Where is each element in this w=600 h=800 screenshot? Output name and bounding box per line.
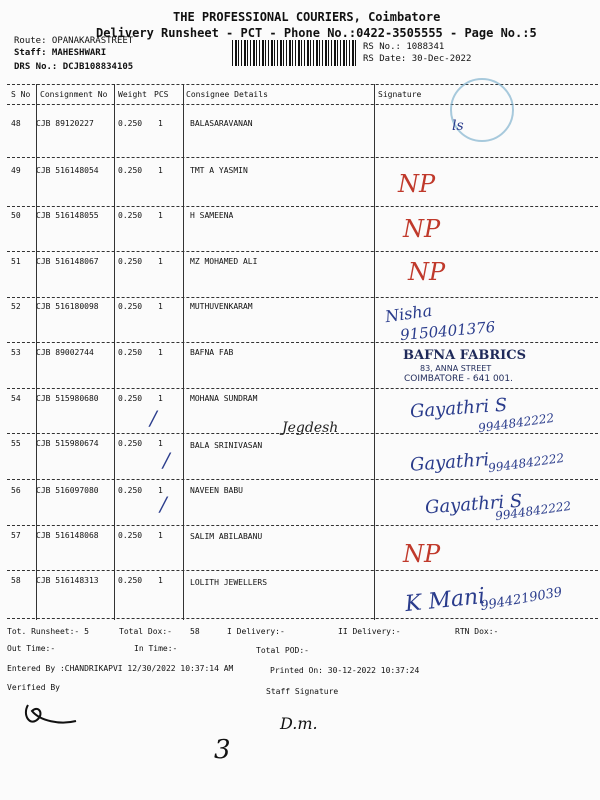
- row-sno: 49: [11, 166, 21, 175]
- row-consignee: MOHANA SUNDRAM: [190, 394, 258, 403]
- col-sno: S No: [11, 90, 31, 99]
- row-pcs: 1: [158, 166, 163, 175]
- row-rule: [7, 618, 598, 619]
- out-time: Out Time:-: [7, 644, 56, 653]
- row-weight: 0.250: [118, 531, 143, 540]
- i-delivery: I Delivery:-: [227, 627, 285, 636]
- tick-mark: /: [163, 448, 170, 472]
- row-sno: 56: [11, 486, 21, 495]
- company-stamp-address: 83, ANNA STREET: [420, 364, 492, 373]
- row-rule: [7, 157, 598, 158]
- row-sno: 52: [11, 302, 21, 311]
- row-sno: 51: [11, 257, 21, 266]
- row-pcs: 1: [158, 439, 163, 448]
- row-weight: 0.250: [118, 166, 143, 175]
- verifier-signature: [20, 695, 80, 735]
- row-consignment: CJB 516148054: [36, 166, 99, 175]
- row-rule: [7, 342, 598, 343]
- row-consignee: NAVEEN BABU: [190, 486, 243, 495]
- row-consignee: BALASARAVANAN: [190, 119, 253, 128]
- col-pcs: PCS: [154, 90, 169, 99]
- runsheet-title: Delivery Runsheet - PCT - Phone No.:0422-3505555 - Page No.:5: [96, 26, 537, 40]
- total-runsheet: Tot. Runsheet:- 5: [7, 627, 89, 636]
- company-stamp-city: COIMBATORE - 641 001.: [404, 374, 513, 384]
- ii-delivery: II Delivery:-: [338, 627, 401, 636]
- row-sno: 55: [11, 439, 21, 448]
- signature-np: NP: [403, 215, 441, 243]
- row-consignee: H SAMEENA: [190, 211, 234, 220]
- row-pcs: 1: [158, 531, 163, 540]
- row-rule: [7, 206, 598, 207]
- signature-mark: ls: [452, 118, 464, 134]
- row-weight: 0.250: [118, 348, 143, 357]
- col-signature: Signature: [378, 90, 422, 99]
- rs-date: RS Date: 30-Dec-2022: [363, 54, 472, 64]
- row-pcs: 1: [158, 394, 163, 403]
- row-sno: 57: [11, 531, 21, 540]
- row-weight: 0.250: [118, 302, 143, 311]
- row-consignment: CJB 516097080: [36, 486, 99, 495]
- row-consignee: MUTHUVENKARAM: [190, 302, 253, 311]
- row-weight: 0.250: [118, 486, 143, 495]
- header-rule-top: [7, 84, 598, 85]
- row-weight: 0.250: [118, 576, 143, 585]
- entered-by: Entered By :CHANDRIKAPVI 12/30/2022 10:37:14 AM: [7, 664, 234, 673]
- row-pcs: 1: [158, 576, 163, 585]
- col-consignment: Consignment No: [40, 90, 108, 99]
- row-consignee: BALA SRINIVASAN: [190, 441, 263, 450]
- total-pod: Total POD:-: [256, 646, 309, 655]
- row-consignment: CJB 516148067: [36, 257, 99, 266]
- row-consignment: CJB 516148313: [36, 576, 99, 585]
- signature-np: NP: [403, 540, 441, 568]
- signature-phone: 9944219039: [479, 584, 564, 615]
- row-pcs: 1: [158, 486, 163, 495]
- row-sno: 54: [11, 394, 21, 403]
- handwritten-name: Jegdesh: [282, 420, 339, 436]
- row-sno: 53: [11, 348, 21, 357]
- row-weight: 0.250: [118, 211, 143, 220]
- barcode: [232, 40, 357, 66]
- company-stamp-name: BAFNA FABRICS: [403, 348, 526, 363]
- row-consignment: CJB 515980674: [36, 439, 99, 448]
- printed-on: Printed On: 30-12-2022 10:37:24: [270, 666, 420, 675]
- row-consignee: TMT A YASMIN: [190, 166, 248, 175]
- col-divider: [374, 84, 375, 620]
- row-sno: 50: [11, 211, 21, 220]
- signature-phone: 9150401376: [399, 317, 497, 345]
- route-label: Route: OPANAKARASTREET: [14, 36, 134, 46]
- total-dox-label: Total Dox:-: [119, 627, 172, 636]
- company-title: THE PROFESSIONAL COURIERS, Coimbatore: [173, 10, 441, 24]
- row-pcs: 1: [158, 302, 163, 311]
- row-weight: 0.250: [118, 439, 143, 448]
- rtn-dox: RTN Dox:-: [455, 627, 499, 636]
- signature-text: Nisha: [383, 300, 434, 327]
- row-sno: 48: [11, 119, 21, 128]
- row-pcs: 1: [158, 119, 163, 128]
- row-weight: 0.250: [118, 119, 143, 128]
- col-divider: [183, 84, 184, 620]
- row-consignment: CJB 89120227: [36, 119, 94, 128]
- row-consignment: CJB 516148055: [36, 211, 99, 220]
- row-sno: 58: [11, 576, 21, 585]
- row-consignee: BAFNA FAB: [190, 348, 234, 357]
- row-pcs: 1: [158, 257, 163, 266]
- row-consignee: MZ MOHAMED ALI: [190, 257, 258, 266]
- row-rule: [7, 251, 598, 252]
- total-dox-value: 58: [190, 627, 200, 636]
- signature-np: NP: [398, 170, 436, 198]
- tick-mark: /: [160, 492, 167, 516]
- row-rule: [7, 479, 598, 480]
- tick-mark: /: [150, 406, 157, 430]
- signature-phone: 9944842222: [477, 410, 555, 436]
- signature-np: NP: [408, 258, 446, 286]
- signature-phone: 9944842222: [487, 450, 565, 476]
- col-weight: Weight: [118, 90, 147, 99]
- signature-text: Gayathri S: [424, 490, 523, 519]
- row-consignment: CJB 516180098: [36, 302, 99, 311]
- row-rule: [7, 570, 598, 571]
- row-consignee: SALIM ABILABANU: [190, 532, 263, 541]
- row-pcs: 1: [158, 211, 163, 220]
- row-weight: 0.250: [118, 394, 143, 403]
- row-weight: 0.250: [118, 257, 143, 266]
- staff-label: Staff: MAHESHWARI: [14, 48, 107, 58]
- signature-text: Gayathri: [409, 449, 490, 476]
- row-consignment: CJB 516148068: [36, 531, 99, 540]
- staff-signature-label: Staff Signature: [266, 687, 339, 696]
- rs-number: RS No.: 1088341: [363, 42, 445, 52]
- col-divider: [114, 84, 115, 620]
- verified-by: Verified By: [7, 683, 60, 692]
- row-pcs: 1: [158, 348, 163, 357]
- row-consignment: CJB 515980680: [36, 394, 99, 403]
- row-rule: [7, 525, 598, 526]
- row-consignee: LOLITH JEWELLERS: [190, 578, 268, 587]
- row-consignment: CJB 89002744: [36, 348, 94, 357]
- row-rule: [7, 297, 598, 298]
- signature-text: Gayathri S: [409, 394, 508, 423]
- drs-number: DRS No.: DCJB108834105: [14, 62, 134, 72]
- staff-signature: D.m.: [280, 714, 318, 733]
- col-consignee: Consignee Details: [186, 90, 268, 99]
- signature-text: K Mani: [403, 583, 487, 618]
- in-time: In Time:-: [134, 644, 178, 653]
- signature-phone: 9944842222: [494, 498, 572, 524]
- row-rule: [7, 388, 598, 389]
- handwritten-number: 3: [214, 735, 231, 765]
